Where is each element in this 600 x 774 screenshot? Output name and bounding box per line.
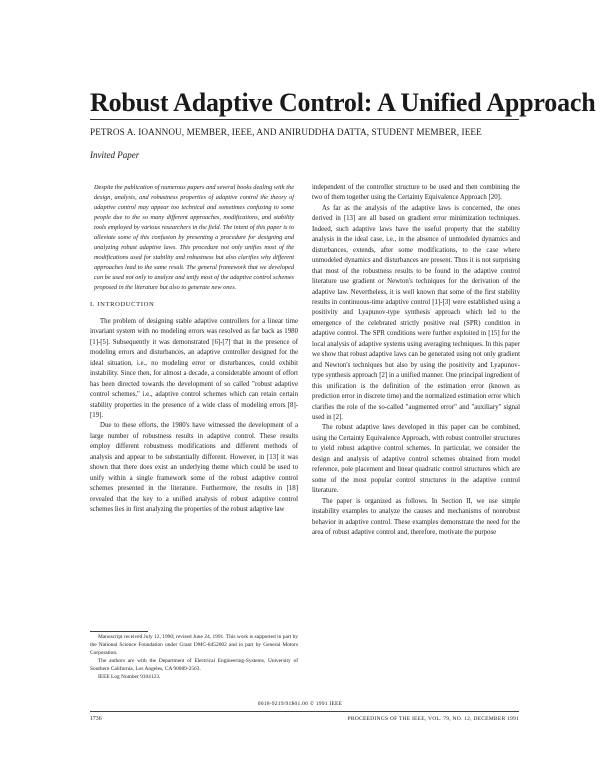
footnote: IEEE Log Number 9104123. [98, 674, 161, 680]
paper-type: Invited Paper [90, 150, 140, 160]
body-paragraph: Due to these efforts, the 1980's have witnessed the development of a large number of robustness results in adaptive control. These results employ different robustness modifications and different methods of analysis and appear to be substantially different. However, in [13] it was shown that there does exist an underlying theme which could be used to unify within a single framework some of the robust adaptive control schemes presented in the literature. Furthermore, the results in [18] revealed that the key to a unified analysis of robust adaptive control schemes lies in first analyzing the properties of the robust adaptive law [90, 422, 298, 514]
body-paragraph: The problem of designing stable adaptive controllers for a linear time invariant system with no modeling errors was resolved as far back as 1980 [1]-[5]. Subsequently it was demonstrated [6]-[7] that in the presence of modeling errors and disturbances, an adaptive controller designed for the ideal situation, i.e., no modeling error or disturbances, could exhibit instability. Since then, for almost a decade, a considerable amount of effort has been directed towards the development of so called "robust adaptive control schemes," i.e., adaptive control schemes which can retain certain stability properties in the presence of a wide class of modeling errors [8]-[19]. [90, 317, 298, 420]
title-rule [90, 119, 519, 120]
abstract: Despite the publication of numerous papers and several books dealing with the design, analysis, and robustness properties of adaptive control the theory of adaptive control may appear too technical and sometimes confusing to some people due to the so many different approaches, modifications, and stability tools employed by various researchers in the field. The intent of this paper is to alleviate some of this confusion by presenting a procedure for designing and analyzing robust adaptive laws. This procedure not only unifies most of the modifications used for stability and robustness but also clarifies why different approaches lead to the same result. The general framework that we developed can be used not only to analyze and unify most of the adaptive control schemes proposed in the literature but also to generate new ones. [94, 184, 294, 291]
footer-rule [90, 711, 519, 712]
journal-citation: PROCEEDINGS OF THE IEEE, VOL. 79, NO. 12, DECEMBER 1991 [347, 716, 519, 722]
body-paragraph: As far as the analysis of the adaptive laws is concerned, the ones derived in [13] are all based on gradient error minimization techniques. Indeed, such adaptive laws have the useful property that the stability analysis in the ideal case, i.e., in the absence of unmodeled dynamics and disturbances, extends, after some modifications, to the case where unmodeled dynamics and disturbances are present. Thus it is not surprising that most of the robustness results to be found in the adaptive control literature use gradient or Newton's techniques for the derivation of the adaptive law. Nevertheless, it is well known that some of the first stability results in continuous-time adaptive control [1]-[3] were established using a positivity and Lyapunov-type synthesis approach which led to the emergence of the celebrated strictly positive real (SPR) condition in adaptive control. The SPR conditions were further exploited in [15] for the local analysis of adaptive systems using averaging techniques. In this paper we show that robust adaptive laws can be generated using not only gradient and Newton's techniques but also by using the positivity and Lyapunov-type synthesis approach [2] in a unified manner. One principal ingredient of this unification is the definition of the estimation error (known as prediction error in discrete time) and the normalized estimation error which clarifies the role of the so-called "augmented error" and "auxiliary" signal used in [2]. [312, 204, 520, 421]
section-heading: I. INTRODUCTION [90, 301, 155, 309]
body-paragraph: The robust adaptive laws developed in this paper can be combined, using the Certainty Equivalence Approach, with robust controller structures to yield robust adaptive control schemes. In particular, we consider the design and analysis of adaptive control schemes obtained from model reference, pole placement and linear quadratic control structures which are some of the most popular control structures in the adaptive control literature. [312, 424, 520, 495]
page-number: 1736 [90, 716, 102, 722]
footnotes [90, 633, 298, 681]
issn-line: 0018-9219/91$01.00 © 1991 IEEE [257, 701, 343, 707]
footnote: Manuscript received July 12, 1990; revised June 24, 1991. This work is supported in part by the National Science Foundation under Grant DMC-8452002 and in part by General Motors Corporation. [90, 634, 298, 656]
author-line: PETROS A. IOANNOU, MEMBER, IEEE, AND ANIRUDDHA DATTA, STUDENT MEMBER, IEEE [90, 127, 482, 137]
body-paragraph: The paper is organized as follows. In Section II, we use simple instability examples to analyze the causes and mechanisms of nonrobust behavior in adaptive control. These examples demonstrate the need for the area of robust adaptive control and, therefore, motivate the purpose [312, 497, 520, 536]
footnote: The authors are with the Department of Electrical Engineering-Systems, University of Southern California, Los Angeles, CA 90089-2563. [90, 658, 298, 672]
left-column [90, 183, 298, 516]
footnote-rule [90, 631, 148, 632]
body-paragraph: independent of the controller structure to be used and then combining the two of them together using the Certainty Equivalence Approach [20]. [312, 184, 520, 202]
right-column [312, 183, 520, 538]
paper-title: Robust Adaptive Control: A Unified Approach [90, 88, 596, 117]
